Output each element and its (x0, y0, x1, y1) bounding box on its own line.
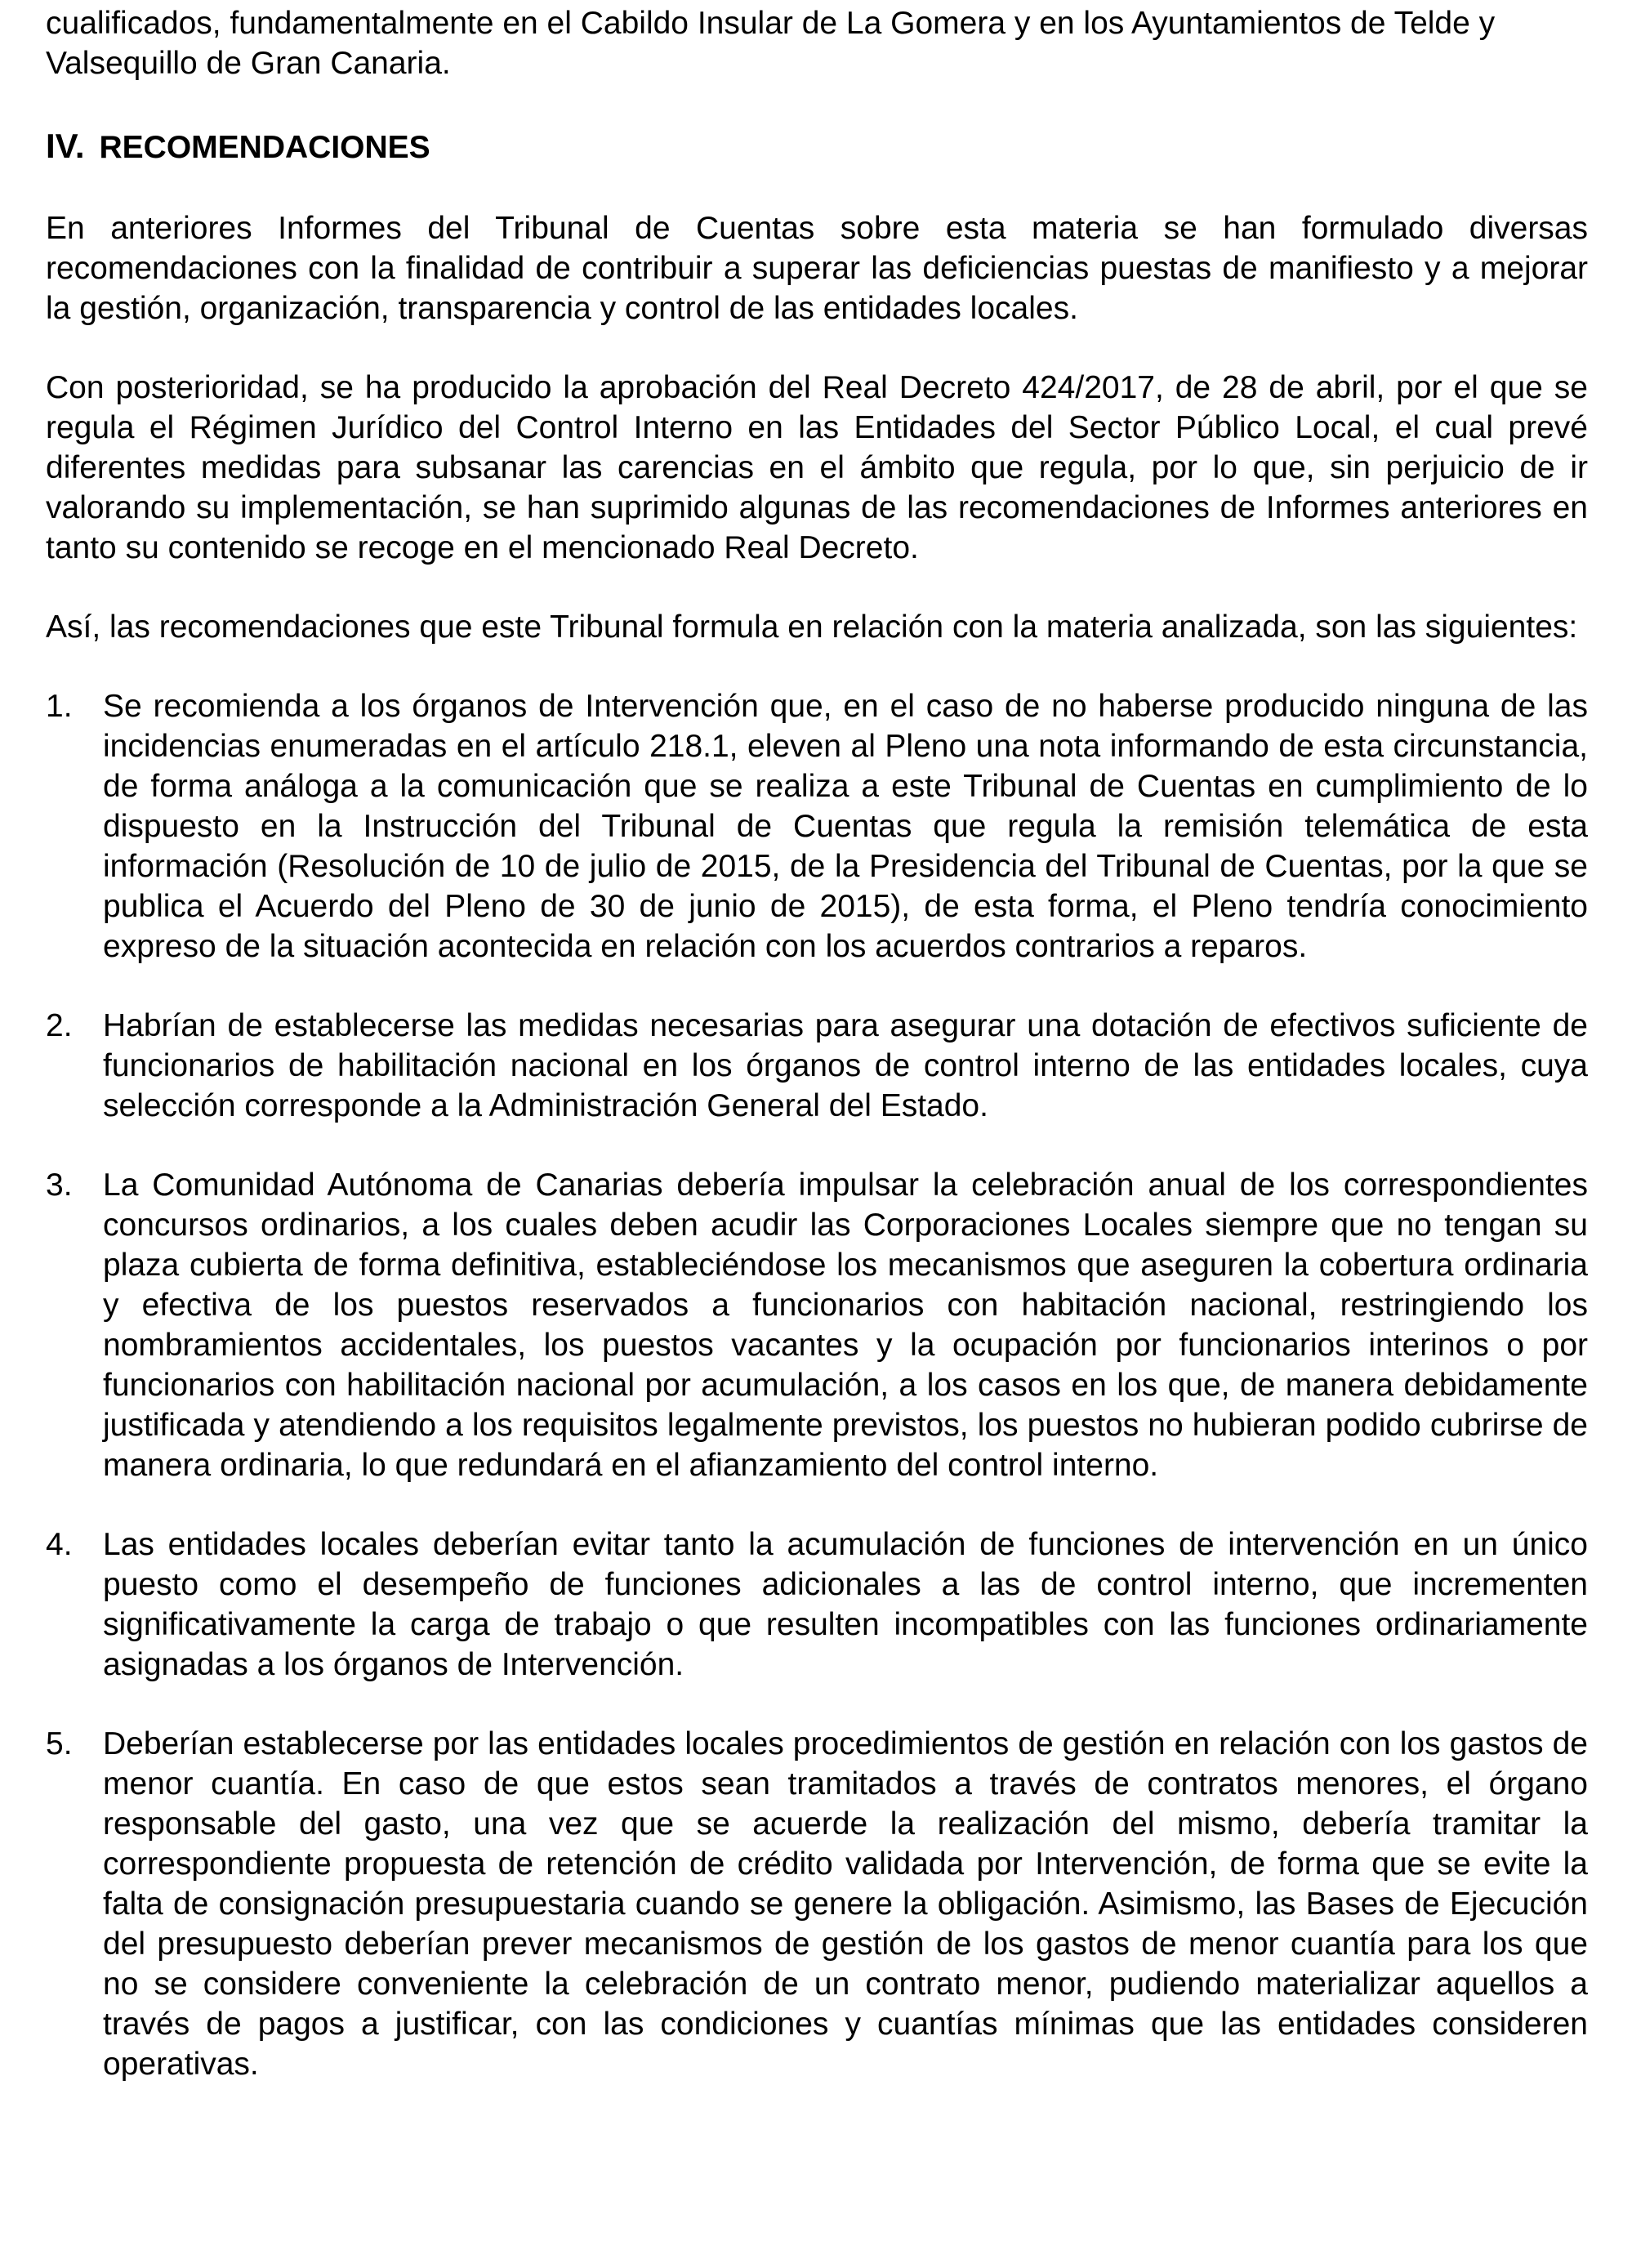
list-item-text: Deberían establecerse por las entidades locales procedimientos de gestión en relación con los gastos de menor cuantía. En caso de que estos sean tramitados a través de contratos menores, el órgano responsable del gasto, una vez que se acuerde la realización del mismo, debería tramitar la correspondiente propuesta de retención de crédito validada por Intervención, de forma que se evite la falta de consignación presupuestaria cuando se genere la obligación. Asimismo, las Bases de Ejecución del presupuesto deberían prever mecanismos de gestión de los gastos de menor cuantía para los que no se considere conveniente la celebración de un contrato menor, pudiendo materializar aquellos a través de pagos a justificar, con las condiciones y cuantías mínimas que las entidades consideren operativas. (103, 1726, 1588, 2082)
list-item-text: Se recomienda a los órganos de Intervención que, en el caso de no haberse producido ninguna de las incidencias enumeradas en el artículo 218.1, eleven al Pleno una nota informando de esta circunstancia, de forma análoga a la comunicación que se realiza a este Tribunal de Cuentas en cumplimiento de lo dispuesto en la Instrucción del Tribunal de Cuentas que regula la remisión telemática de esta información (Resolución de 10 de julio de 2015, de la Presidencia del Tribunal de Cuentas, por la que se publica el Acuerdo del Pleno de 30 de junio de 2015), de esta forma, el Pleno tendría conocimiento expreso de la situación acontecida en relación con los acuerdos contrarios a reparos. (103, 689, 1588, 964)
list-item-text: Habrían de establecerse las medidas necesarias para asegurar una dotación de efectivos suficiente de funcionarios de habilitación nacional en los órganos de control interno de las entidades locales, cuya selección corresponde a la Administración General del Estado. (103, 1008, 1588, 1123)
list-item (46, 1525, 1588, 1685)
intro-continuation: cualificados, fundamentalmente en el Cabildo Insular de La Gomera y en los Ayuntamientos de Telde y Valsequillo de Gran Canaria. (46, 6, 1496, 81)
list-item-number: 4. (46, 1527, 73, 1562)
list-item (46, 1165, 1588, 1485)
list-item-number: 1. (46, 689, 73, 724)
section-number: IV. (46, 127, 85, 165)
paragraph-previous-reports: En anteriores Informes del Tribunal de Cuentas sobre esta materia se han formulado diversas recomendaciones con la finalidad de contribuir a superar las deficiencias puestas de manifiesto y a mejorar la gestión, organización, transparencia y control de las entidades locales. (46, 211, 1588, 326)
list-item (46, 1724, 1588, 2084)
list-item (46, 1006, 1588, 1126)
list-item-text: La Comunidad Autónoma de Canarias debería impulsar la celebración anual de los correspondientes concursos ordinarios, a los cuales deben acudir las Corporaciones Locales siempre que no tengan su plaza cubierta de forma definitiva, estableciéndose los mecanismos que aseguren la cobertura ordinaria y efectiva de los puestos reservados a funcionarios con habitación nacional, restringiendo los nombramientos accidentales, los puestos vacantes y la ocupación por funcionarios interinos o por funcionarios con habilitación nacional por acumulación, a los casos en los que, de manera debidamente justificada y atendiendo a los requisitos legalmente previstos, los puestos no hubieran podido cubrirse de manera ordinaria, lo que redundará en el afianzamiento del control interno. (103, 1167, 1588, 1483)
document-page (46, 3, 1588, 2123)
recommendations-list (46, 686, 1588, 2084)
list-item-text: Las entidades locales deberían evitar tanto la acumulación de funciones de intervención en un único puesto como el desempeño de funciones adicionales a las de control interno, que incrementen significativamente la carga de trabajo o que resulten incompatibles con las funciones ordinariamente asignadas a los órganos de Intervención. (103, 1527, 1588, 1682)
list-item-number: 3. (46, 1167, 73, 1203)
paragraph-real-decreto: Con posterioridad, se ha producido la aprobación del Real Decreto 424/2017, de 28 de abril, por el que se regula el Régimen Jurídico del Control Interno en las Entidades del Sector Público Local, el cual prevé diferentes medidas para subsanar las carencias en el ámbito que regula, por lo que, sin perjuicio de ir valorando su implementación, se han suprimido algunas de las recomendaciones de Informes anteriores en tanto su contenido se recoge en el mencionado Real Decreto. (46, 370, 1588, 565)
list-item (46, 686, 1588, 967)
list-item-number: 2. (46, 1008, 73, 1043)
section-title: RECOMENDACIONES (99, 130, 430, 165)
list-item-number: 5. (46, 1726, 73, 1761)
paragraph-recommendations-intro: Así, las recomendaciones que este Tribunal formula en relación con la materia analizada, son las siguientes: (46, 609, 1578, 645)
section-heading (46, 126, 1588, 167)
